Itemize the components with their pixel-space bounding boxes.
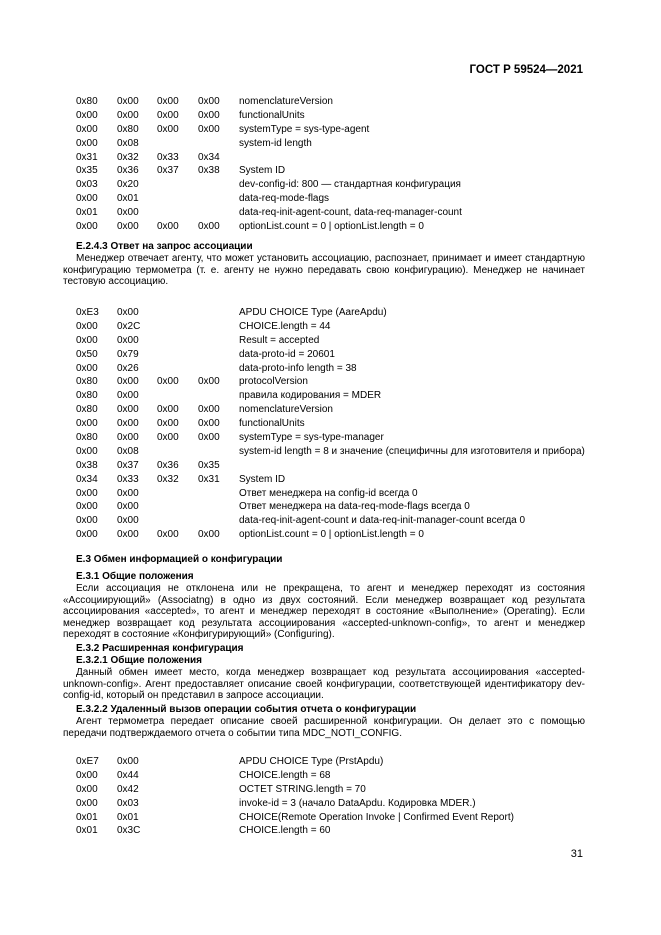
hex-byte: 0x03 (76, 179, 98, 191)
section-heading-e3: E.3 Обмен информацией о конфигурации (76, 554, 283, 565)
section-e321-paragraph (63, 667, 585, 702)
hex-description: data-proto-info length = 38 (239, 362, 357, 374)
hex-byte: 0x08 (117, 137, 139, 149)
hex-byte: 0x00 (198, 221, 220, 233)
hex-byte: 0xE7 (76, 756, 99, 767)
hex-byte: 0x00 (76, 137, 98, 149)
hex-byte: 0x00 (117, 221, 139, 233)
hex-byte: 0x00 (157, 404, 179, 416)
hex-byte: 0x00 (117, 487, 139, 499)
hex-byte: 0x00 (76, 221, 98, 233)
hex-description: OCTET STRING.length = 70 (239, 783, 366, 795)
hex-byte: 0x00 (76, 529, 98, 541)
hex-byte: 0x00 (117, 390, 139, 402)
hex-byte: 0x00 (117, 418, 139, 430)
hex-byte: 0x00 (117, 334, 139, 346)
hex-byte: 0x00 (76, 320, 98, 332)
section-heading-e321: E.3.2.1 Общие положения (76, 655, 202, 666)
section-e31-paragraph (63, 583, 585, 641)
hex-description: правила кодирования = MDER (239, 390, 382, 402)
hex-byte: 0x01 (76, 825, 98, 837)
hex-byte: 0x00 (198, 109, 220, 121)
section-heading-e322: E.3.2.2 Удаленный вызов операции события отчета о конфигурации (76, 704, 417, 715)
page-number: 31 (570, 848, 583, 860)
section-heading-e243: E.2.4.3 Ответ на запрос ассоциации (76, 241, 253, 252)
hex-byte: 0x00 (76, 515, 98, 527)
hex-byte: 0x00 (76, 445, 98, 457)
hex-byte: 0x32 (157, 473, 179, 485)
hex-byte: 0x00 (117, 432, 139, 444)
hex-byte: 0x00 (117, 307, 139, 318)
hex-byte: 0x03 (117, 797, 139, 809)
hex-byte: 0x00 (117, 96, 139, 107)
hex-byte: 0x80 (76, 404, 98, 416)
hex-byte: 0x00 (198, 123, 220, 135)
hex-description: APDU CHOICE Type (AareApdu) (239, 307, 387, 318)
paragraph: Агент термометра передает описание своей расширенной конфигурации. Он делает это с помощью передачи подтверждаемого отчета о событии типа MDC_NOTI_CONFIG. (63, 716, 585, 739)
hex-description: Ответ менеджера на config-id всегда 0 (239, 487, 418, 499)
hex-description: functionalUnits (239, 109, 305, 121)
hex-description: systemType = sys-type-manager (239, 432, 384, 444)
hex-description: optionList.count = 0 | optionList.length = 0 (239, 529, 424, 541)
hex-byte: 0x32 (117, 151, 139, 163)
hex-byte: 0x31 (76, 151, 98, 163)
hex-byte: 0x01 (76, 207, 98, 219)
hex-description: invoke-id = 3 (начало DataApdu. Кодировка MDER.) (239, 797, 476, 809)
hex-byte: 0x00 (76, 797, 98, 809)
section-heading-e32: E.3.2 Расширенная конфигурация (76, 643, 244, 654)
hex-byte: 0x80 (76, 390, 98, 402)
hex-byte: 0x33 (157, 151, 179, 163)
hex-byte: 0x00 (76, 487, 98, 499)
hex-description: nomenclatureVersion (239, 96, 333, 107)
hex-description: Result = accepted (239, 334, 320, 346)
hex-byte: 0x36 (157, 459, 179, 471)
section-e322-paragraph (63, 716, 585, 739)
hex-byte: 0x35 (76, 165, 98, 177)
hex-byte: 0x01 (76, 811, 98, 823)
hex-byte: 0x38 (76, 459, 98, 471)
hex-byte: 0x3C (117, 825, 141, 837)
hex-description: dev-config-id: 800 — стандартная конфигурация (239, 179, 461, 191)
hex-description: optionList.count = 0 | optionList.length = 0 (239, 221, 424, 233)
hex-byte: 0x00 (157, 529, 179, 541)
hex-description: systemType = sys-type-agent (239, 123, 370, 135)
hex-byte: 0x80 (117, 123, 139, 135)
hex-byte: 0x00 (157, 221, 179, 233)
hex-description: functionalUnits (239, 418, 305, 430)
hex-byte: 0x00 (198, 418, 220, 430)
hex-byte: 0x00 (76, 769, 98, 781)
hex-byte: 0x00 (157, 96, 179, 107)
hex-description: CHOICE.length = 68 (239, 769, 331, 781)
hex-byte: 0x00 (117, 207, 139, 219)
hex-byte: 0x01 (117, 811, 139, 823)
hex-byte: 0x37 (157, 165, 179, 177)
hex-byte: 0x26 (117, 362, 139, 374)
hex-byte: 0x80 (76, 432, 98, 444)
hex-byte: 0x00 (157, 432, 179, 444)
hex-byte: 0x00 (117, 515, 139, 527)
hex-byte: 0x00 (76, 109, 98, 121)
hex-byte: 0x44 (117, 769, 139, 781)
hex-description: nomenclatureVersion (239, 404, 333, 416)
hex-description: APDU CHOICE Type (PrstApdu) (239, 756, 384, 767)
hex-description: data-proto-id = 20601 (239, 348, 335, 360)
hex-byte: 0x33 (117, 473, 139, 485)
hex-byte: 0x00 (117, 501, 139, 513)
hex-byte: 0x00 (198, 96, 220, 107)
hex-byte: 0x20 (117, 179, 139, 191)
hex-byte: 0x00 (117, 529, 139, 541)
hex-byte: 0x00 (76, 783, 98, 795)
hex-byte: 0x37 (117, 459, 139, 471)
hex-description: System ID (239, 165, 286, 177)
hex-byte: 0x00 (157, 109, 179, 121)
hex-byte: 0xE3 (76, 307, 99, 318)
hex-byte: 0x00 (76, 334, 98, 346)
hex-description: System ID (239, 473, 286, 485)
hex-byte: 0x08 (117, 445, 139, 457)
hex-byte: 0x00 (157, 123, 179, 135)
hex-byte: 0x00 (157, 418, 179, 430)
hex-byte: 0x80 (76, 96, 98, 107)
hex-byte: 0x31 (198, 473, 220, 485)
hex-byte: 0x50 (76, 348, 98, 360)
hex-description: CHOICE.length = 60 (239, 825, 331, 837)
hex-byte: 0x00 (157, 376, 179, 388)
hex-byte: 0x34 (76, 473, 98, 485)
hex-description: data-req-init-agent-count и data-req-init-manager-count всегда 0 (239, 515, 526, 527)
hex-description: data-req-mode-flags (239, 193, 330, 205)
hex-description: system-id length = 8 и значение (специфичны для изготовителя и прибора) (239, 445, 585, 457)
hex-description: Ответ менеджера на data-req-mode-flags всегда 0 (239, 501, 470, 513)
section-heading-e31: E.3.1 Общие положения (76, 571, 194, 582)
paragraph: Данный обмен имеет место, когда менеджер возвращает код результата ассоциирования «accepted-unknown-config». Агент предоставляет описание своей конфигурации, соответствующей идентификатору dev-config-id, который он представил в запросе ассоциации. (63, 667, 585, 701)
hex-byte: 0x2C (117, 320, 141, 332)
hex-byte: 0x00 (76, 193, 98, 205)
hex-byte: 0x80 (76, 376, 98, 388)
paragraph: Если ассоциация не отклонена или не прекращена, то агент и менеджер переходят из состояния «Ассоциирующий» (Associatng) в одно из двух состояний. Если менеджер возвращает код результата ассоциирования «accepted», то агент и менеджер переходят в состояние «Выполнение» (Operating). Если менеджер возвращает код результата ассоциирования «accepted-unknown-config», то агент и менеджер переходят в состояние «Конфигурирующий» (Configuring). (63, 583, 585, 640)
hex-description: data-req-init-agent-count, data-req-manager-count (239, 207, 462, 219)
hex-byte: 0x00 (76, 123, 98, 135)
hex-byte: 0x79 (117, 348, 139, 360)
hex-byte: 0x00 (198, 376, 220, 388)
hex-byte: 0x00 (198, 432, 220, 444)
hex-byte: 0x38 (198, 165, 220, 177)
hex-description: protocolVersion (239, 376, 308, 388)
hex-description: system-id length (239, 137, 312, 149)
hex-byte: 0x42 (117, 783, 139, 795)
hex-byte: 0x00 (198, 404, 220, 416)
hex-byte: 0x34 (198, 151, 220, 163)
hex-description: CHOICE(Remote Operation Invoke | Confirmed Event Report) (239, 811, 514, 823)
hex-byte: 0x00 (76, 418, 98, 430)
hex-byte: 0x00 (117, 756, 139, 767)
hex-byte: 0x00 (198, 529, 220, 541)
hex-byte: 0x36 (117, 165, 139, 177)
hex-byte: 0x00 (117, 376, 139, 388)
hex-byte: 0x00 (76, 362, 98, 374)
hex-byte: 0x00 (117, 404, 139, 416)
standard-header: ГОСТ Р 59524—2021 (469, 64, 583, 76)
hex-byte: 0x00 (76, 501, 98, 513)
hex-description: CHOICE.length = 44 (239, 320, 331, 332)
hex-byte: 0x00 (117, 109, 139, 121)
hex-byte: 0x01 (117, 193, 139, 205)
paragraph: Менеджер отвечает агенту, что может установить ассоциацию, распознает, принимает и имеет стандартную конфигурацию термометра (т. е. агенту не нужно передавать свою конфигурацию). Менеджер не начинает тестовую ассоциацию. (63, 253, 585, 287)
section-e243-paragraph (63, 253, 585, 288)
hex-byte: 0x35 (198, 459, 220, 471)
